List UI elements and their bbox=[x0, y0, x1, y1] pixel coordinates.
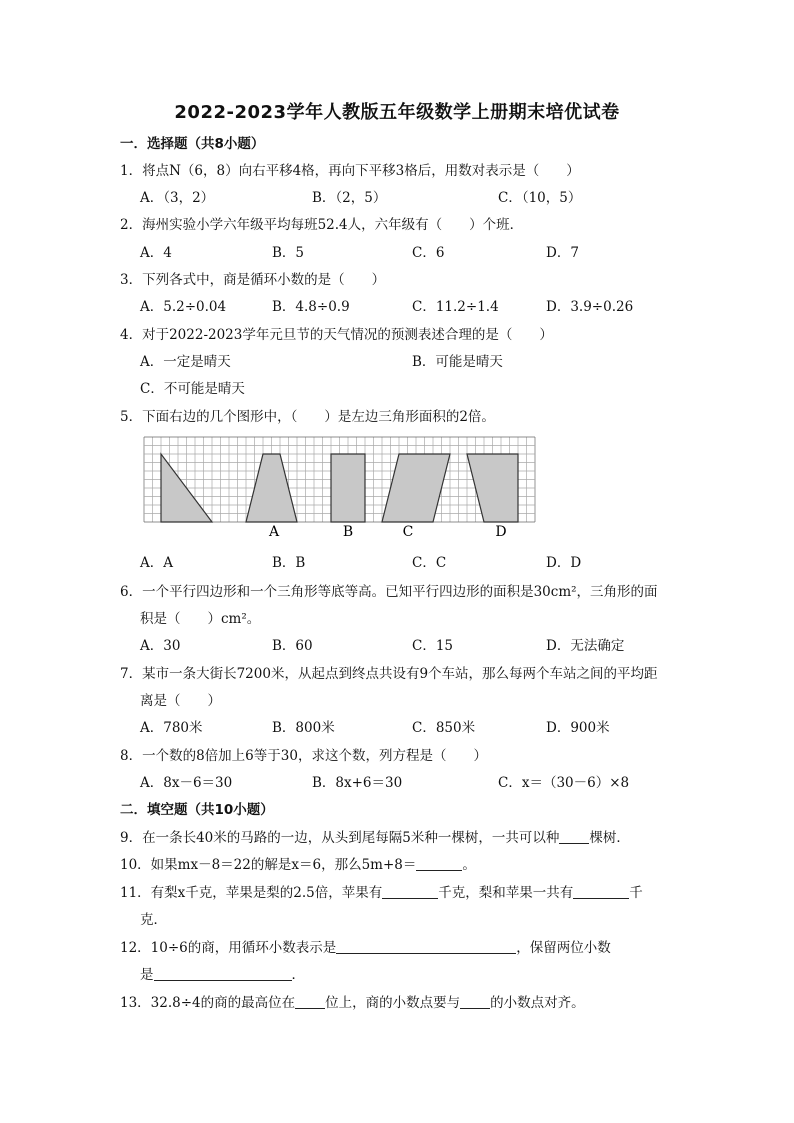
q9-text-end: 棵树． bbox=[589, 830, 630, 846]
q9-answer-blank[interactable] bbox=[559, 829, 589, 844]
grid-figure-svg bbox=[140, 436, 540, 540]
q8-option-c: C．x＝（30－6）×8 bbox=[498, 775, 630, 791]
question-13 bbox=[120, 994, 585, 1012]
page-title: 2022-2023学年人教版五年级数学上册期末培优试卷 bbox=[174, 102, 620, 123]
q3-option-b: B．4.8÷0.9 bbox=[272, 299, 350, 315]
q13-text-2: 位上，商的小数点要与 bbox=[325, 995, 461, 1011]
q5-option-a: A．A bbox=[140, 555, 173, 571]
q3-option-a: A．5.2÷0.04 bbox=[140, 299, 227, 315]
q10-text-end: 。 bbox=[462, 857, 476, 873]
q13-answer-blank-2[interactable] bbox=[460, 994, 490, 1009]
q10-answer-blank[interactable] bbox=[416, 856, 462, 871]
q12-answer-blank-1[interactable] bbox=[336, 939, 516, 954]
q5-option-b: B．B bbox=[272, 555, 306, 571]
q13-answer-blank-1[interactable] bbox=[295, 994, 325, 1009]
q12-text-2: ，保留两位小数 bbox=[516, 940, 611, 956]
shape-label-c: C bbox=[402, 524, 414, 540]
shape-c-parallelogram bbox=[382, 454, 450, 522]
q5-option-d: D．D bbox=[546, 555, 582, 571]
q6-option-d: D．无法确定 bbox=[546, 638, 625, 654]
q11-text-1: 11．有梨x千克，苹果是梨的2.5倍，苹果有 bbox=[120, 885, 383, 901]
q4-option-c: C．不可能是晴天 bbox=[140, 381, 245, 397]
question-6-line2: 积是（ ）cm²。 bbox=[140, 611, 261, 627]
q6-option-c: C．15 bbox=[412, 638, 454, 654]
section-heading-choice: 一．选择题（共8小题） bbox=[120, 136, 265, 152]
q4-option-b: B．可能是晴天 bbox=[412, 354, 503, 370]
q8-option-a: A．8x－6＝30 bbox=[140, 775, 233, 791]
section-heading-fill: 二．填空题（共10小题） bbox=[120, 802, 274, 818]
question-9 bbox=[120, 829, 630, 847]
q11-answer-blank-1[interactable] bbox=[382, 884, 438, 899]
grid-figure bbox=[140, 436, 540, 544]
shape-label-a: A bbox=[268, 524, 280, 540]
shape-b-rectangle bbox=[331, 454, 365, 522]
q2-option-a: A．4 bbox=[140, 245, 172, 261]
q3-option-c: C．11.2÷1.4 bbox=[412, 299, 499, 315]
q5-option-c: C．C bbox=[412, 555, 447, 571]
q2-option-d: D．7 bbox=[546, 245, 579, 261]
question-7-line1: 7．某市一条大街长7200米，从起点到终点共设有9个车站，那么每两个车站之间的平均距 bbox=[120, 666, 658, 682]
q12-text-4: ． bbox=[291, 967, 305, 983]
q10-text: 10．如果mx－8＝22的解是x＝6，那么5m+8＝ bbox=[120, 857, 417, 873]
q11-text-3: 千 bbox=[629, 885, 643, 901]
q6-option-a: A．30 bbox=[140, 638, 181, 654]
q8-option-b: B．8x+6＝30 bbox=[312, 775, 403, 791]
q3-option-d: D．3.9÷0.26 bbox=[546, 299, 634, 315]
q6-option-b: B．60 bbox=[272, 638, 313, 654]
question-11-line1 bbox=[120, 884, 643, 902]
shape-label-b: B bbox=[342, 524, 354, 540]
q1-option-c: C．（10，5） bbox=[498, 190, 582, 206]
q13-text-1: 13．32.8÷4的商的最高位在 bbox=[120, 995, 296, 1011]
question-12-line1 bbox=[120, 939, 611, 957]
q11-text-2: 千克，梨和苹果一共有 bbox=[438, 885, 574, 901]
question-12-line2 bbox=[140, 966, 305, 984]
question-10 bbox=[120, 856, 476, 874]
question-7-line2: 离是（ ） bbox=[140, 693, 221, 709]
q11-answer-blank-2[interactable] bbox=[573, 884, 629, 899]
q2-option-b: B．5 bbox=[272, 245, 305, 261]
question-2: 2．海州实验小学六年级平均每班52.4人，六年级有（ ）个班． bbox=[120, 217, 524, 233]
q12-answer-blank-2[interactable] bbox=[154, 966, 292, 981]
q7-option-b: B．800米 bbox=[272, 720, 335, 736]
q4-option-a: A．一定是晴天 bbox=[140, 354, 231, 370]
q7-option-d: D．900米 bbox=[546, 720, 610, 736]
q12-text-1: 12．10÷6的商，用循环小数表示是 bbox=[120, 940, 337, 956]
q13-text-3: 的小数点对齐。 bbox=[490, 995, 585, 1011]
question-4: 4．对于2022-2023学年元旦节的天气情况的预测表述合理的是（ ） bbox=[120, 327, 553, 343]
question-3: 3．下列各式中，商是循环小数的是（ ） bbox=[120, 272, 386, 288]
q1-option-a: A．（3，2） bbox=[140, 190, 215, 206]
q2-option-c: C．6 bbox=[412, 245, 445, 261]
question-5: 5．下面右边的几个图形中，（ ）是左边三角形面积的2倍。 bbox=[120, 409, 495, 425]
q7-option-a: A．780米 bbox=[140, 720, 203, 736]
question-6-line1: 6．一个平行四边形和一个三角形等底等高。已知平行四边形的面积是30cm²，三角形的面 bbox=[120, 584, 658, 600]
question-11-line2: 克． bbox=[140, 912, 167, 928]
q9-text: 9．在一条长40米的马路的一边，从头到尾每隔5米种一棵树，一共可以种 bbox=[120, 830, 560, 846]
shape-label-d: D bbox=[495, 524, 507, 540]
question-1: 1．将点N（6，8）向右平移4格，再向下平移3格后，用数对表示是（ ） bbox=[120, 163, 580, 179]
q1-option-b: B．（2，5） bbox=[312, 190, 387, 206]
question-8: 8．一个数的8倍加上6等于30，求这个数，列方程是（ ） bbox=[120, 748, 487, 764]
q7-option-c: C．850米 bbox=[412, 720, 476, 736]
q12-text-3: 是 bbox=[140, 967, 154, 983]
